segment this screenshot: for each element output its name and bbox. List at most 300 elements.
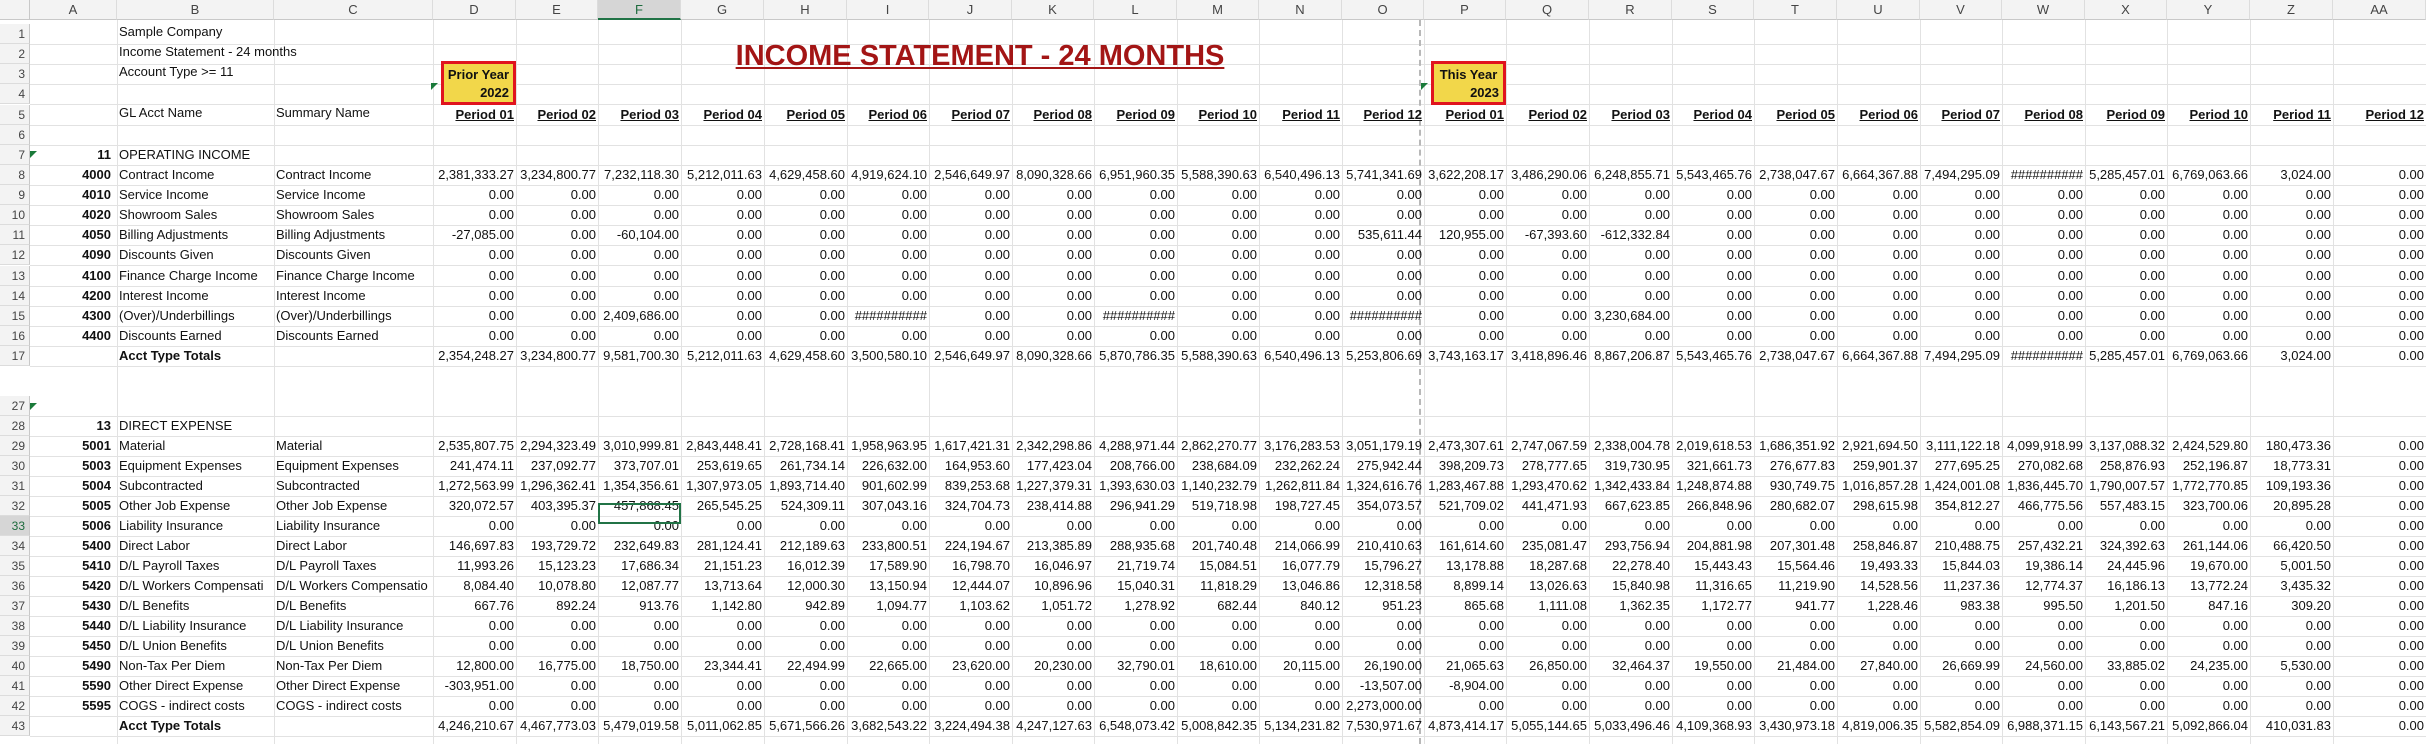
amount-cell[interactable]: 1,772,770.85 bbox=[2172, 478, 2248, 493]
amount-cell[interactable]: 1,893,714.40 bbox=[769, 478, 845, 493]
amount-cell[interactable]: 109,193.36 bbox=[2265, 478, 2331, 493]
amount-cell[interactable]: 0.00 bbox=[570, 227, 596, 242]
amount-cell[interactable]: 4,919,624.10 bbox=[851, 167, 927, 182]
amount-cell[interactable]: 0.00 bbox=[1314, 618, 1340, 633]
amount-cell[interactable]: 0.00 bbox=[2222, 268, 2248, 283]
amount-cell[interactable]: 0.00 bbox=[984, 698, 1010, 713]
amount-cell[interactable]: 0.00 bbox=[984, 328, 1010, 343]
amount-cell[interactable]: 0.00 bbox=[2222, 638, 2248, 653]
totals-amount-cell[interactable]: 5,253,806.69 bbox=[1346, 348, 1422, 363]
amount-cell[interactable]: 0.00 bbox=[2057, 638, 2083, 653]
amount-cell[interactable]: 0.00 bbox=[1809, 308, 1835, 323]
column-header[interactable]: B bbox=[117, 0, 274, 20]
amount-cell[interactable]: 0.00 bbox=[901, 207, 927, 222]
amount-cell[interactable]: 1,296,362.41 bbox=[520, 478, 596, 493]
account-number-cell[interactable]: 5595 bbox=[82, 698, 111, 713]
summary-name-cell[interactable]: Discounts Given bbox=[276, 247, 371, 262]
amount-cell[interactable]: 26,850.00 bbox=[1529, 658, 1587, 673]
amount-cell[interactable]: 0.00 bbox=[1561, 207, 1587, 222]
amount-cell[interactable]: 12,800.00 bbox=[456, 658, 514, 673]
select-all-corner[interactable] bbox=[0, 0, 30, 20]
amount-cell[interactable]: 0.00 bbox=[2398, 618, 2424, 633]
row-header[interactable]: 31 bbox=[0, 476, 30, 496]
account-number-cell[interactable]: 5003 bbox=[82, 458, 111, 473]
amount-cell[interactable]: 995.50 bbox=[2043, 598, 2083, 613]
amount-cell[interactable]: 839,253.68 bbox=[944, 478, 1010, 493]
amount-cell[interactable]: 524,309.11 bbox=[780, 498, 845, 513]
amount-cell[interactable]: 0.00 bbox=[1314, 638, 1340, 653]
amount-cell[interactable]: 0.00 bbox=[1231, 187, 1257, 202]
amount-cell[interactable]: 280,682.07 bbox=[1769, 498, 1835, 513]
amount-cell[interactable]: 5,741,341.69 bbox=[1346, 167, 1422, 182]
amount-cell[interactable]: 0.00 bbox=[819, 187, 845, 202]
amount-cell[interactable]: 3,486,290.06 bbox=[1511, 167, 1587, 182]
amount-cell[interactable]: 0.00 bbox=[984, 288, 1010, 303]
amount-cell[interactable]: 3,234,800.77 bbox=[520, 167, 596, 182]
amount-cell[interactable]: 293,756.94 bbox=[1604, 538, 1670, 553]
amount-cell[interactable]: 2,338,004.78 bbox=[1594, 438, 1670, 453]
amount-cell[interactable]: 0.00 bbox=[736, 698, 762, 713]
amount-cell[interactable]: 0.00 bbox=[1809, 187, 1835, 202]
amount-cell[interactable]: 261,734.14 bbox=[779, 458, 845, 473]
amount-cell[interactable]: 0.00 bbox=[901, 618, 927, 633]
amount-cell[interactable]: 19,386.14 bbox=[2025, 558, 2083, 573]
amount-cell[interactable]: 0.00 bbox=[819, 227, 845, 242]
amount-cell[interactable]: 66,420.50 bbox=[2273, 538, 2331, 553]
amount-cell[interactable]: 198,727.45 bbox=[1274, 498, 1340, 513]
column-header[interactable]: R bbox=[1589, 0, 1672, 20]
totals-amount-cell[interactable]: 8,867,206.87 bbox=[1594, 348, 1670, 363]
amount-cell[interactable]: 0.00 bbox=[1644, 638, 1670, 653]
row-header[interactable]: 36 bbox=[0, 576, 30, 596]
period-header[interactable]: Period 11 bbox=[1282, 107, 1340, 122]
column-header[interactable]: N bbox=[1259, 0, 1342, 20]
account-number-cell[interactable]: 5004 bbox=[82, 478, 111, 493]
amount-cell[interactable]: 0.00 bbox=[1561, 308, 1587, 323]
amount-cell[interactable]: 0.00 bbox=[1314, 678, 1340, 693]
amount-cell[interactable]: 1,293,470.62 bbox=[1511, 478, 1587, 493]
gl-name-cell[interactable]: Billing Adjustments bbox=[119, 227, 229, 242]
account-number-cell[interactable]: 5490 bbox=[82, 658, 111, 673]
row-header[interactable]: 2 bbox=[0, 44, 30, 64]
amount-cell[interactable]: 15,443.43 bbox=[1694, 558, 1752, 573]
summary-name-cell[interactable]: D/L Workers Compensatio bbox=[276, 578, 428, 593]
amount-cell[interactable]: 0.00 bbox=[2398, 308, 2424, 323]
amount-cell[interactable]: 0.00 bbox=[1644, 268, 1670, 283]
amount-cell[interactable]: 0.00 bbox=[901, 268, 927, 283]
amount-cell[interactable]: 403,395.37 bbox=[530, 498, 596, 513]
amount-cell[interactable]: 519,718.98 bbox=[1191, 498, 1257, 513]
totals-amount-cell[interactable]: 2,738,047.67 bbox=[1759, 348, 1835, 363]
gl-acct-name-header[interactable]: GL Acct Name bbox=[119, 105, 203, 120]
period-header[interactable]: Period 12 bbox=[1363, 107, 1422, 122]
amount-cell[interactable]: 0.00 bbox=[653, 518, 679, 533]
amount-cell[interactable]: 324,392.63 bbox=[2099, 538, 2165, 553]
amount-cell[interactable]: 0.00 bbox=[1478, 638, 1504, 653]
amount-cell[interactable]: 2,473,307.61 bbox=[1428, 438, 1504, 453]
summary-name-header[interactable]: Summary Name bbox=[276, 105, 370, 120]
amount-cell[interactable]: 0.00 bbox=[653, 288, 679, 303]
amount-cell[interactable]: 0.00 bbox=[2057, 328, 2083, 343]
amount-cell[interactable]: 241,474.11 bbox=[449, 458, 514, 473]
amount-cell[interactable]: 1,283,467.88 bbox=[1428, 478, 1504, 493]
amount-cell[interactable]: 6,248,855.71 bbox=[1594, 167, 1670, 182]
amount-cell[interactable]: 259,901.37 bbox=[1852, 458, 1918, 473]
amount-cell[interactable]: 0.00 bbox=[819, 618, 845, 633]
account-number-cell[interactable]: 5005 bbox=[82, 498, 111, 513]
totals-amount-cell[interactable]: 5,479,019.58 bbox=[603, 718, 679, 733]
row-header[interactable]: 1 bbox=[0, 24, 30, 44]
amount-cell[interactable]: 0.00 bbox=[901, 678, 927, 693]
amount-cell[interactable]: 0.00 bbox=[1478, 698, 1504, 713]
amount-cell[interactable]: 32,790.01 bbox=[1117, 658, 1175, 673]
amount-cell[interactable]: 0.00 bbox=[1231, 698, 1257, 713]
amount-cell[interactable]: 0.00 bbox=[1066, 187, 1092, 202]
period-header[interactable]: Period 05 bbox=[1776, 107, 1835, 122]
amount-cell[interactable]: 0.00 bbox=[1892, 618, 1918, 633]
amount-cell[interactable]: 0.00 bbox=[1149, 207, 1175, 222]
amount-cell[interactable]: 0.00 bbox=[1644, 328, 1670, 343]
amount-cell[interactable]: 320,072.57 bbox=[448, 498, 514, 513]
amount-cell[interactable]: 0.00 bbox=[1231, 247, 1257, 262]
account-number-cell[interactable]: 5590 bbox=[82, 678, 111, 693]
amount-cell[interactable]: 0.00 bbox=[1644, 187, 1670, 202]
amount-cell[interactable]: 0.00 bbox=[2057, 698, 2083, 713]
amount-cell[interactable]: 0.00 bbox=[2057, 247, 2083, 262]
amount-cell[interactable]: 2,342,298.86 bbox=[1016, 438, 1092, 453]
totals-amount-cell[interactable]: 5,671,566.26 bbox=[769, 718, 845, 733]
row-header[interactable]: 39 bbox=[0, 636, 30, 656]
amount-cell[interactable]: 0.00 bbox=[1561, 678, 1587, 693]
amount-cell[interactable]: 1,262,811.84 bbox=[1265, 478, 1340, 493]
amount-cell[interactable]: 5,588,390.63 bbox=[1181, 167, 1257, 182]
amount-cell[interactable]: 0.00 bbox=[1726, 308, 1752, 323]
row-header[interactable]: 7 bbox=[0, 145, 30, 165]
amount-cell[interactable]: 0.00 bbox=[2305, 678, 2331, 693]
amount-cell[interactable]: 3,622,208.17 bbox=[1428, 167, 1504, 182]
period-header[interactable]: Period 06 bbox=[868, 107, 927, 122]
column-header[interactable]: T bbox=[1754, 0, 1837, 20]
amount-cell[interactable]: 0.00 bbox=[1644, 518, 1670, 533]
amount-cell[interactable]: 204,881.98 bbox=[1686, 538, 1752, 553]
amount-cell[interactable]: 0.00 bbox=[1974, 638, 2000, 653]
amount-cell[interactable]: 2,294,323.49 bbox=[520, 438, 596, 453]
amount-cell[interactable]: 208,766.00 bbox=[1109, 458, 1175, 473]
totals-label-cell[interactable]: Acct Type Totals bbox=[119, 348, 222, 363]
totals-amount-cell[interactable]: 3,500,580.10 bbox=[851, 348, 927, 363]
totals-amount-cell[interactable]: 2,354,248.27 bbox=[438, 348, 514, 363]
row-header[interactable]: 38 bbox=[0, 616, 30, 636]
account-number-cell[interactable]: 4300 bbox=[82, 308, 111, 323]
amount-cell[interactable]: 0.00 bbox=[2139, 227, 2165, 242]
amount-cell[interactable]: 0.00 bbox=[819, 207, 845, 222]
amount-cell[interactable]: 0.00 bbox=[2398, 478, 2424, 493]
amount-cell[interactable]: 0.00 bbox=[984, 678, 1010, 693]
account-number-cell[interactable]: 4000 bbox=[82, 167, 111, 182]
account-number-cell[interactable]: 5001 bbox=[82, 438, 111, 453]
amount-cell[interactable]: 1,424,001.08 bbox=[1924, 478, 2000, 493]
amount-cell[interactable]: 0.00 bbox=[653, 187, 679, 202]
column-header[interactable]: Z bbox=[2250, 0, 2333, 20]
amount-cell[interactable]: 2,921,694.50 bbox=[1842, 438, 1918, 453]
column-header[interactable]: M bbox=[1177, 0, 1259, 20]
amount-cell[interactable]: 7,232,118.30 bbox=[604, 167, 679, 182]
amount-cell[interactable]: 24,235.00 bbox=[2190, 658, 2248, 673]
amount-cell[interactable]: 0.00 bbox=[819, 247, 845, 262]
column-header[interactable]: P bbox=[1424, 0, 1506, 20]
amount-cell[interactable]: 0.00 bbox=[488, 328, 514, 343]
column-header[interactable]: I bbox=[847, 0, 929, 20]
totals-amount-cell[interactable]: 0.00 bbox=[2398, 718, 2424, 733]
amount-cell[interactable]: 0.00 bbox=[1892, 518, 1918, 533]
gl-name-cell[interactable]: Showroom Sales bbox=[119, 207, 218, 222]
amount-cell[interactable]: 0.00 bbox=[2305, 227, 2331, 242]
amount-cell[interactable]: 667.76 bbox=[474, 598, 514, 613]
amount-cell[interactable]: 0.00 bbox=[2222, 247, 2248, 262]
amount-cell[interactable]: 0.00 bbox=[570, 618, 596, 633]
amount-cell[interactable]: 0.00 bbox=[2222, 288, 2248, 303]
amount-cell[interactable]: 233,800.51 bbox=[861, 538, 927, 553]
amount-cell[interactable]: 2,019,618.53 bbox=[1676, 438, 1752, 453]
totals-amount-cell[interactable]: 4,246,210.67 bbox=[438, 718, 514, 733]
amount-cell[interactable]: 892.24 bbox=[556, 598, 596, 613]
column-header[interactable]: Y bbox=[2167, 0, 2250, 20]
amount-cell[interactable]: 0.00 bbox=[1066, 678, 1092, 693]
amount-cell[interactable]: 0.00 bbox=[2398, 187, 2424, 202]
column-header[interactable]: C bbox=[274, 0, 433, 20]
totals-amount-cell[interactable]: 0.00 bbox=[2398, 348, 2424, 363]
amount-cell[interactable]: 0.00 bbox=[570, 187, 596, 202]
period-header[interactable]: Period 02 bbox=[1528, 107, 1587, 122]
totals-amount-cell[interactable]: 4,873,414.17 bbox=[1428, 718, 1504, 733]
amount-cell[interactable]: 0.00 bbox=[1314, 187, 1340, 202]
period-header[interactable]: Period 06 bbox=[1859, 107, 1918, 122]
amount-cell[interactable]: 0.00 bbox=[1396, 268, 1422, 283]
summary-name-cell[interactable]: Liability Insurance bbox=[276, 518, 381, 533]
amount-cell[interactable]: -303,951.00 bbox=[444, 678, 514, 693]
amount-cell[interactable]: 0.00 bbox=[1726, 518, 1752, 533]
summary-name-cell[interactable]: Direct Labor bbox=[276, 538, 347, 553]
totals-amount-cell[interactable]: 9,581,700.30 bbox=[603, 348, 679, 363]
period-header[interactable]: Period 10 bbox=[1198, 107, 1257, 122]
row-header[interactable]: 29 bbox=[0, 436, 30, 456]
amount-cell[interactable]: 120,955.00 bbox=[1438, 227, 1504, 242]
amount-cell[interactable]: 4,099,918.99 bbox=[2007, 438, 2083, 453]
totals-amount-cell[interactable]: 4,109,368.93 bbox=[1676, 718, 1752, 733]
amount-cell[interactable]: 0.00 bbox=[1809, 207, 1835, 222]
column-header[interactable]: F bbox=[598, 0, 681, 20]
amount-cell[interactable]: 865.68 bbox=[1464, 598, 1504, 613]
column-header[interactable]: AA bbox=[2333, 0, 2426, 20]
amount-cell[interactable]: 0.00 bbox=[2139, 308, 2165, 323]
amount-cell[interactable]: 0.00 bbox=[1314, 288, 1340, 303]
amount-cell[interactable]: 0.00 bbox=[1066, 638, 1092, 653]
amount-cell[interactable]: 0.00 bbox=[1726, 618, 1752, 633]
amount-cell[interactable]: 0.00 bbox=[984, 618, 1010, 633]
amount-cell[interactable]: 0.00 bbox=[1066, 268, 1092, 283]
amount-cell[interactable]: 0.00 bbox=[1726, 247, 1752, 262]
amount-cell[interactable]: 0.00 bbox=[1231, 518, 1257, 533]
account-number-cell[interactable]: 4010 bbox=[82, 187, 111, 202]
statement-name-cell[interactable]: Income Statement - 24 months bbox=[119, 44, 297, 59]
amount-cell[interactable]: 0.00 bbox=[984, 268, 1010, 283]
amount-cell[interactable]: 26,190.00 bbox=[1364, 658, 1422, 673]
amount-cell[interactable]: 0.00 bbox=[2139, 268, 2165, 283]
amount-cell[interactable]: 0.00 bbox=[1149, 518, 1175, 533]
amount-cell[interactable]: 0.00 bbox=[901, 328, 927, 343]
row-header[interactable]: 33 bbox=[0, 516, 30, 536]
amount-cell[interactable]: 0.00 bbox=[1314, 328, 1340, 343]
period-header[interactable]: Period 02 bbox=[537, 107, 596, 122]
amount-cell[interactable]: 398,209.73 bbox=[1438, 458, 1504, 473]
amount-cell[interactable]: 0.00 bbox=[1066, 328, 1092, 343]
amount-cell[interactable]: 0.00 bbox=[1561, 247, 1587, 262]
amount-cell[interactable]: 24,445.96 bbox=[2107, 558, 2165, 573]
account-number-cell[interactable]: 5430 bbox=[82, 598, 111, 613]
amount-cell[interactable]: 0.00 bbox=[1892, 268, 1918, 283]
amount-cell[interactable]: 1,103.62 bbox=[959, 598, 1010, 613]
amount-cell[interactable]: 22,665.00 bbox=[869, 658, 927, 673]
amount-cell[interactable]: 354,073.57 bbox=[1356, 498, 1422, 513]
amount-cell[interactable]: 12,318.58 bbox=[1364, 578, 1422, 593]
amount-cell[interactable]: 0.00 bbox=[1231, 268, 1257, 283]
row-header[interactable]: 11 bbox=[0, 225, 30, 245]
period-header[interactable]: Period 01 bbox=[455, 107, 514, 122]
amount-cell[interactable]: 0.00 bbox=[2222, 518, 2248, 533]
gl-name-cell[interactable]: COGS - indirect costs bbox=[119, 698, 245, 713]
amount-cell[interactable]: 1,278.92 bbox=[1124, 598, 1175, 613]
amount-cell[interactable]: 235,081.47 bbox=[1521, 538, 1587, 553]
summary-name-cell[interactable]: D/L Payroll Taxes bbox=[276, 558, 377, 573]
amount-cell[interactable]: 0.00 bbox=[1726, 227, 1752, 242]
totals-amount-cell[interactable]: 5,582,854.09 bbox=[1924, 718, 2000, 733]
amount-cell[interactable]: 1,307,973.05 bbox=[686, 478, 762, 493]
amount-cell[interactable]: 0.00 bbox=[1396, 518, 1422, 533]
amount-cell[interactable]: 0.00 bbox=[2139, 207, 2165, 222]
amount-cell[interactable]: 226,632.00 bbox=[861, 458, 927, 473]
amount-cell[interactable]: 0.00 bbox=[736, 678, 762, 693]
amount-cell[interactable]: 18,750.00 bbox=[621, 658, 679, 673]
section-name-cell[interactable]: DIRECT EXPENSE bbox=[119, 418, 233, 433]
account-number-cell[interactable]: 4090 bbox=[82, 247, 111, 262]
amount-cell[interactable]: 0.00 bbox=[2222, 328, 2248, 343]
amount-cell[interactable]: 2,728,168.41 bbox=[769, 438, 845, 453]
period-header[interactable]: Period 10 bbox=[2189, 107, 2248, 122]
amount-cell[interactable]: 0.00 bbox=[2139, 678, 2165, 693]
amount-cell[interactable]: 6,951,960.35 bbox=[1099, 167, 1175, 182]
amount-cell[interactable]: 232,649.83 bbox=[613, 538, 679, 553]
summary-name-cell[interactable]: COGS - indirect costs bbox=[276, 698, 402, 713]
summary-name-cell[interactable]: Interest Income bbox=[276, 288, 366, 303]
amount-cell[interactable]: 941.77 bbox=[1795, 598, 1835, 613]
amount-cell[interactable]: 0.00 bbox=[488, 518, 514, 533]
gl-name-cell[interactable]: (Over)/Underbillings bbox=[119, 308, 235, 323]
amount-cell[interactable]: 14,528.56 bbox=[1860, 578, 1918, 593]
amount-cell[interactable]: -612,332.84 bbox=[1600, 227, 1670, 242]
amount-cell[interactable]: 212,189.63 bbox=[779, 538, 845, 553]
account-number-cell[interactable]: 5440 bbox=[82, 618, 111, 633]
amount-cell[interactable]: 0.00 bbox=[1478, 328, 1504, 343]
amount-cell[interactable]: 3,137,088.32 bbox=[2089, 438, 2165, 453]
amount-cell[interactable]: 0.00 bbox=[1396, 638, 1422, 653]
amount-cell[interactable]: 0.00 bbox=[1974, 268, 2000, 283]
row-header[interactable]: 10 bbox=[0, 205, 30, 225]
amount-cell[interactable]: 0.00 bbox=[1149, 247, 1175, 262]
amount-cell[interactable]: 224,194.67 bbox=[944, 538, 1010, 553]
amount-cell[interactable]: 0.00 bbox=[984, 308, 1010, 323]
amount-cell[interactable]: 0.00 bbox=[653, 618, 679, 633]
amount-cell[interactable]: 13,046.86 bbox=[1282, 578, 1340, 593]
amount-cell[interactable]: 0.00 bbox=[1396, 328, 1422, 343]
account-number-cell[interactable]: 4200 bbox=[82, 288, 111, 303]
amount-cell[interactable]: 277,695.25 bbox=[1934, 458, 2000, 473]
amount-cell[interactable]: ########## bbox=[854, 308, 927, 323]
totals-amount-cell[interactable]: 5,092,866.04 bbox=[2172, 718, 2248, 733]
amount-cell[interactable]: 0.00 bbox=[488, 187, 514, 202]
amount-cell[interactable]: 0.00 bbox=[984, 207, 1010, 222]
amount-cell[interactable]: 0.00 bbox=[653, 678, 679, 693]
amount-cell[interactable]: 0.00 bbox=[736, 227, 762, 242]
amount-cell[interactable]: 0.00 bbox=[570, 698, 596, 713]
amount-cell[interactable]: 0.00 bbox=[2398, 438, 2424, 453]
column-header[interactable]: U bbox=[1837, 0, 1920, 20]
totals-amount-cell[interactable]: 5,011,062.85 bbox=[687, 718, 762, 733]
totals-amount-cell[interactable]: 7,530,971.67 bbox=[1346, 718, 1422, 733]
amount-cell[interactable]: 0.00 bbox=[2398, 207, 2424, 222]
amount-cell[interactable]: 0.00 bbox=[1149, 328, 1175, 343]
gl-name-cell[interactable]: Equipment Expenses bbox=[119, 458, 242, 473]
amount-cell[interactable]: 17,686.34 bbox=[621, 558, 679, 573]
gl-name-cell[interactable]: Other Direct Expense bbox=[119, 678, 244, 693]
column-header[interactable]: H bbox=[764, 0, 847, 20]
row-header[interactable]: 3 bbox=[0, 64, 30, 84]
amount-cell[interactable]: 0.00 bbox=[1066, 618, 1092, 633]
amount-cell[interactable]: 2,862,270.77 bbox=[1181, 438, 1257, 453]
amount-cell[interactable]: 0.00 bbox=[1478, 268, 1504, 283]
totals-amount-cell[interactable]: 4,467,773.03 bbox=[520, 718, 596, 733]
amount-cell[interactable]: 0.00 bbox=[2398, 558, 2424, 573]
amount-cell[interactable]: 0.00 bbox=[1066, 288, 1092, 303]
amount-cell[interactable]: 18,610.00 bbox=[1199, 658, 1257, 673]
amount-cell[interactable]: 0.00 bbox=[2139, 638, 2165, 653]
amount-cell[interactable]: 0.00 bbox=[819, 678, 845, 693]
amount-cell[interactable]: 161,614.60 bbox=[1438, 538, 1504, 553]
amount-cell[interactable]: 0.00 bbox=[1396, 247, 1422, 262]
amount-cell[interactable]: 180,473.36 bbox=[2265, 438, 2331, 453]
amount-cell[interactable]: 930,749.75 bbox=[1769, 478, 1835, 493]
totals-amount-cell[interactable]: 5,588,390.63 bbox=[1181, 348, 1257, 363]
column-header[interactable]: A bbox=[30, 0, 117, 20]
period-header[interactable]: Period 07 bbox=[1941, 107, 2000, 122]
amount-cell[interactable]: 27,840.00 bbox=[1860, 658, 1918, 673]
amount-cell[interactable]: 10,078.80 bbox=[538, 578, 596, 593]
amount-cell[interactable]: 0.00 bbox=[819, 638, 845, 653]
amount-cell[interactable]: 261,144.06 bbox=[2182, 538, 2248, 553]
amount-cell[interactable]: 12,087.77 bbox=[621, 578, 679, 593]
amount-cell[interactable]: 0.00 bbox=[2398, 247, 2424, 262]
amount-cell[interactable]: 847.16 bbox=[2208, 598, 2248, 613]
amount-cell[interactable]: 177,423.04 bbox=[1026, 458, 1092, 473]
amount-cell[interactable]: 0.00 bbox=[2398, 538, 2424, 553]
column-header[interactable]: G bbox=[681, 0, 764, 20]
amount-cell[interactable]: 0.00 bbox=[736, 187, 762, 202]
amount-cell[interactable]: 0.00 bbox=[2305, 268, 2331, 283]
amount-cell[interactable]: 0.00 bbox=[1066, 308, 1092, 323]
summary-name-cell[interactable]: Subcontracted bbox=[276, 478, 360, 493]
gl-name-cell[interactable]: D/L Payroll Taxes bbox=[119, 558, 220, 573]
totals-amount-cell[interactable]: 3,682,543.22 bbox=[851, 718, 927, 733]
summary-name-cell[interactable]: (Over)/Underbillings bbox=[276, 308, 392, 323]
